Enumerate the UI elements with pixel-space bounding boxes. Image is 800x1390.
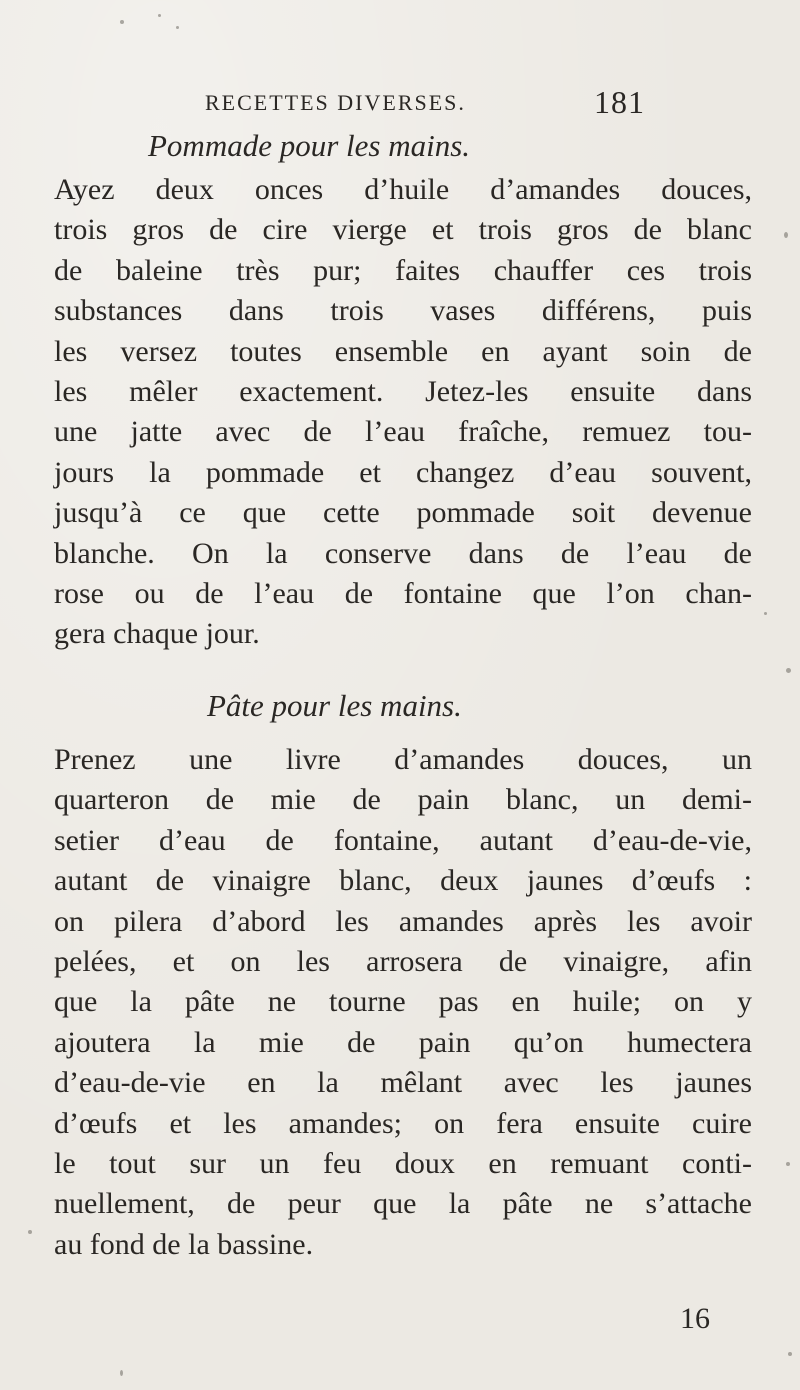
paper-speck [786,1162,790,1166]
text-line: nuellement, de peur que la pâte ne s’attache [54,1187,752,1221]
text-line: ajoutera la mie de pain qu’on humectera [54,1025,752,1059]
paper-speck [120,20,124,24]
text-line: gera chaque jour. [54,617,260,651]
paragraph-pate [54,740,752,1265]
text-line: autant de vinaigre blanc, deux jaunes d’œufs : [54,864,752,898]
text-line: de baleine très pur; faites chauffer ces trois [54,253,752,287]
text-line: les versez toutes ensemble en ayant soin de [54,334,752,368]
text-line: setier d’eau de fontaine, autant d’eau-de-vie, [54,823,752,857]
text-line: les mêler exactement. Jetez-les ensuite dans [54,375,752,409]
text-line: blanche. On la conserve dans de l’eau de [54,536,752,570]
text-line: le tout sur un feu doux en remuant conti- [54,1147,752,1181]
paragraph-pommade [54,170,752,655]
text-line: d’eau-de-vie en la mêlant avec les jaunes [54,1066,752,1100]
paper-speck [158,14,161,17]
running-head-title: RECETTES DIVERSES. [205,90,466,115]
paper-speck [176,26,179,29]
text-line: une jatte avec de l’eau fraîche, remuez tou- [54,415,752,449]
text-line: jours la pommade et changez d’eau souvent, [54,455,752,489]
text-line: on pilera d’abord les amandes après les avoir [54,904,752,938]
paper-speck [784,232,788,238]
text-line: d’œufs et les amandes; on fera ensuite cuire [54,1106,752,1140]
section-heading-pommade: Pommade pour les mains. [148,128,471,163]
text-line: jusqu’à ce que cette pommade soit devenue [54,496,752,530]
paper-speck [28,1230,32,1234]
paper-speck [120,1370,123,1376]
page-number: 181 [594,84,645,120]
text-line: quarteron de mie de pain blanc, un demi- [54,783,752,817]
paper-speck [764,612,767,615]
text-line: substances dans trois vases différens, puis [54,294,752,328]
paper-speck [786,668,791,673]
text-line: que la pâte ne tourne pas en huile; on y [54,985,752,1019]
text-line: Prenez une livre d’amandes douces, un [54,743,752,776]
text-line: au fond de la bassine. [54,1227,314,1261]
section-heading-pate: Pâte pour les mains. [207,688,462,723]
signature-mark: 16 [680,1302,710,1335]
text-line: rose ou de l’eau de fontaine que l’on chan- [54,577,752,611]
text-line: Ayez deux onces d’huile d’amandes douces, [54,173,752,206]
text-line: trois gros de cire vierge et trois gros de blanc [54,213,752,247]
paper-speck [788,1352,792,1356]
running-head [0,84,800,124]
text-line: pelées, et on les arrosera de vinaigre, afin [54,945,752,979]
